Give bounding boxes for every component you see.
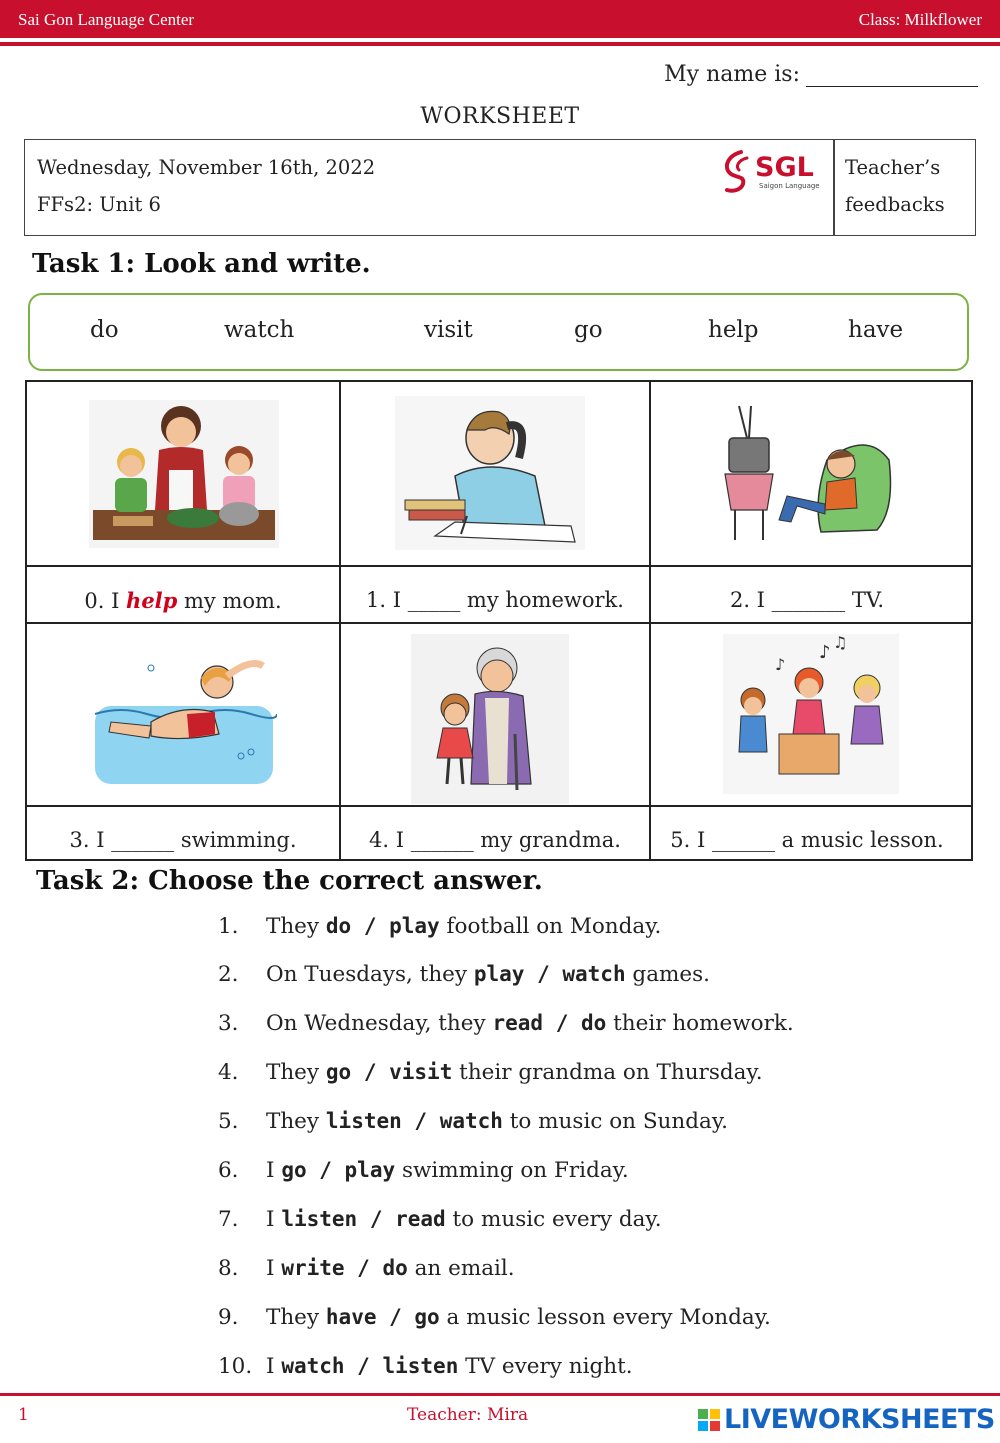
question-item: 4. They go / visit their grandma on Thursday.	[218, 1060, 763, 1085]
answer-choice[interactable]: do / play	[325, 914, 440, 938]
task2-title: Task 2: Choose the correct answer.	[36, 866, 543, 896]
header-bar	[0, 0, 1000, 38]
word-bank-item: visit	[424, 317, 473, 343]
boy-doing-homework-image	[395, 396, 585, 550]
word-bank-item: have	[848, 317, 904, 343]
header-divider	[0, 42, 1000, 46]
answer-choice[interactable]: go / visit	[325, 1060, 453, 1084]
man-watching-tv-image	[717, 400, 897, 545]
answer-choice[interactable]: play / watch	[473, 962, 626, 986]
answer-choice[interactable]: have / go	[325, 1305, 440, 1329]
caption-item-5: 5. I ______ a music lesson.	[670, 828, 944, 852]
task1-title: Task 1: Look and write.	[32, 249, 371, 279]
info-box	[24, 139, 976, 236]
answer-choice[interactable]: watch / listen	[281, 1354, 459, 1378]
answer-choice[interactable]: listen / read	[281, 1207, 446, 1231]
svg-text:Saigon Language: Saigon Language	[759, 182, 820, 190]
sgl-logo	[719, 146, 831, 194]
word-bank-item: do	[90, 317, 119, 343]
teacher-name: Teacher: Mira	[407, 1405, 529, 1425]
footer-divider	[0, 1393, 1000, 1396]
kids-singing-image	[723, 634, 899, 794]
name-field	[664, 62, 978, 87]
picture-grid	[25, 380, 973, 861]
caption-item-1: 1. I _____ my homework.	[366, 588, 624, 612]
name-label: My name is:	[664, 62, 800, 87]
feedback-label-line2: feedbacks	[845, 193, 945, 216]
word-bank-item: help	[708, 317, 759, 343]
svg-text:SGL: SGL	[755, 152, 814, 183]
caption-item-0: 0. I help my mom.	[84, 588, 282, 613]
svg-text:♫: ♫	[833, 634, 848, 652]
word-bank	[28, 293, 969, 371]
svg-text:♪: ♪	[819, 642, 831, 663]
unit-text: FFs2: Unit 6	[37, 193, 161, 216]
class-label: Class: Milkflower	[858, 10, 982, 29]
question-item: 3. On Wednesday, they read / do their homework.	[218, 1011, 794, 1036]
center-name: Sai Gon Language Center	[18, 10, 195, 29]
woman-swimming-image	[91, 652, 277, 792]
worksheet-title: WORKSHEET	[420, 104, 580, 129]
question-item: 2. On Tuesdays, they play / watch games.	[218, 962, 710, 987]
question-item: 7. I listen / read to music every day.	[218, 1207, 662, 1232]
answer-choice[interactable]: read / do	[492, 1011, 607, 1035]
caption-item-3: 3. I ______ swimming.	[69, 828, 297, 852]
question-item: 9. They have / go a music lesson every Monday.	[218, 1305, 771, 1330]
svg-text:♪: ♪	[775, 655, 786, 674]
feedback-divider	[833, 140, 835, 235]
question-item: 5. They listen / watch to music on Sunday.	[218, 1109, 728, 1134]
answer-choice[interactable]: go / play	[281, 1158, 396, 1182]
question-item: 6. I go / play swimming on Friday.	[218, 1158, 629, 1183]
date-text: Wednesday, November 16th, 2022	[37, 156, 376, 179]
liveworksheets-logo-icon	[698, 1403, 722, 1435]
name-input-line[interactable]	[806, 64, 978, 87]
question-item: 8. I write / do an email.	[218, 1256, 515, 1281]
word-bank-item: go	[574, 317, 603, 343]
example-answer: help	[126, 588, 178, 613]
caption-item-4: 4. I ______ my grandma.	[369, 828, 621, 852]
answer-choice[interactable]: write / do	[281, 1256, 408, 1280]
page-number: 1	[18, 1405, 29, 1425]
answer-choice[interactable]: listen / watch	[325, 1109, 503, 1133]
question-item: 10. I watch / listen TV every night.	[218, 1354, 633, 1379]
feedback-label-line1: Teacher’s	[845, 156, 941, 179]
cooking-with-mom-image	[89, 400, 279, 548]
question-item: 1. They do / play football on Monday.	[218, 914, 662, 939]
caption-item-2: 2. I _______ TV.	[729, 588, 885, 612]
word-bank-item: watch	[224, 317, 295, 343]
girl-visiting-grandma-image	[411, 634, 569, 804]
liveworksheets-brand[interactable]: LIVEWORKSHEETS	[724, 1404, 995, 1435]
